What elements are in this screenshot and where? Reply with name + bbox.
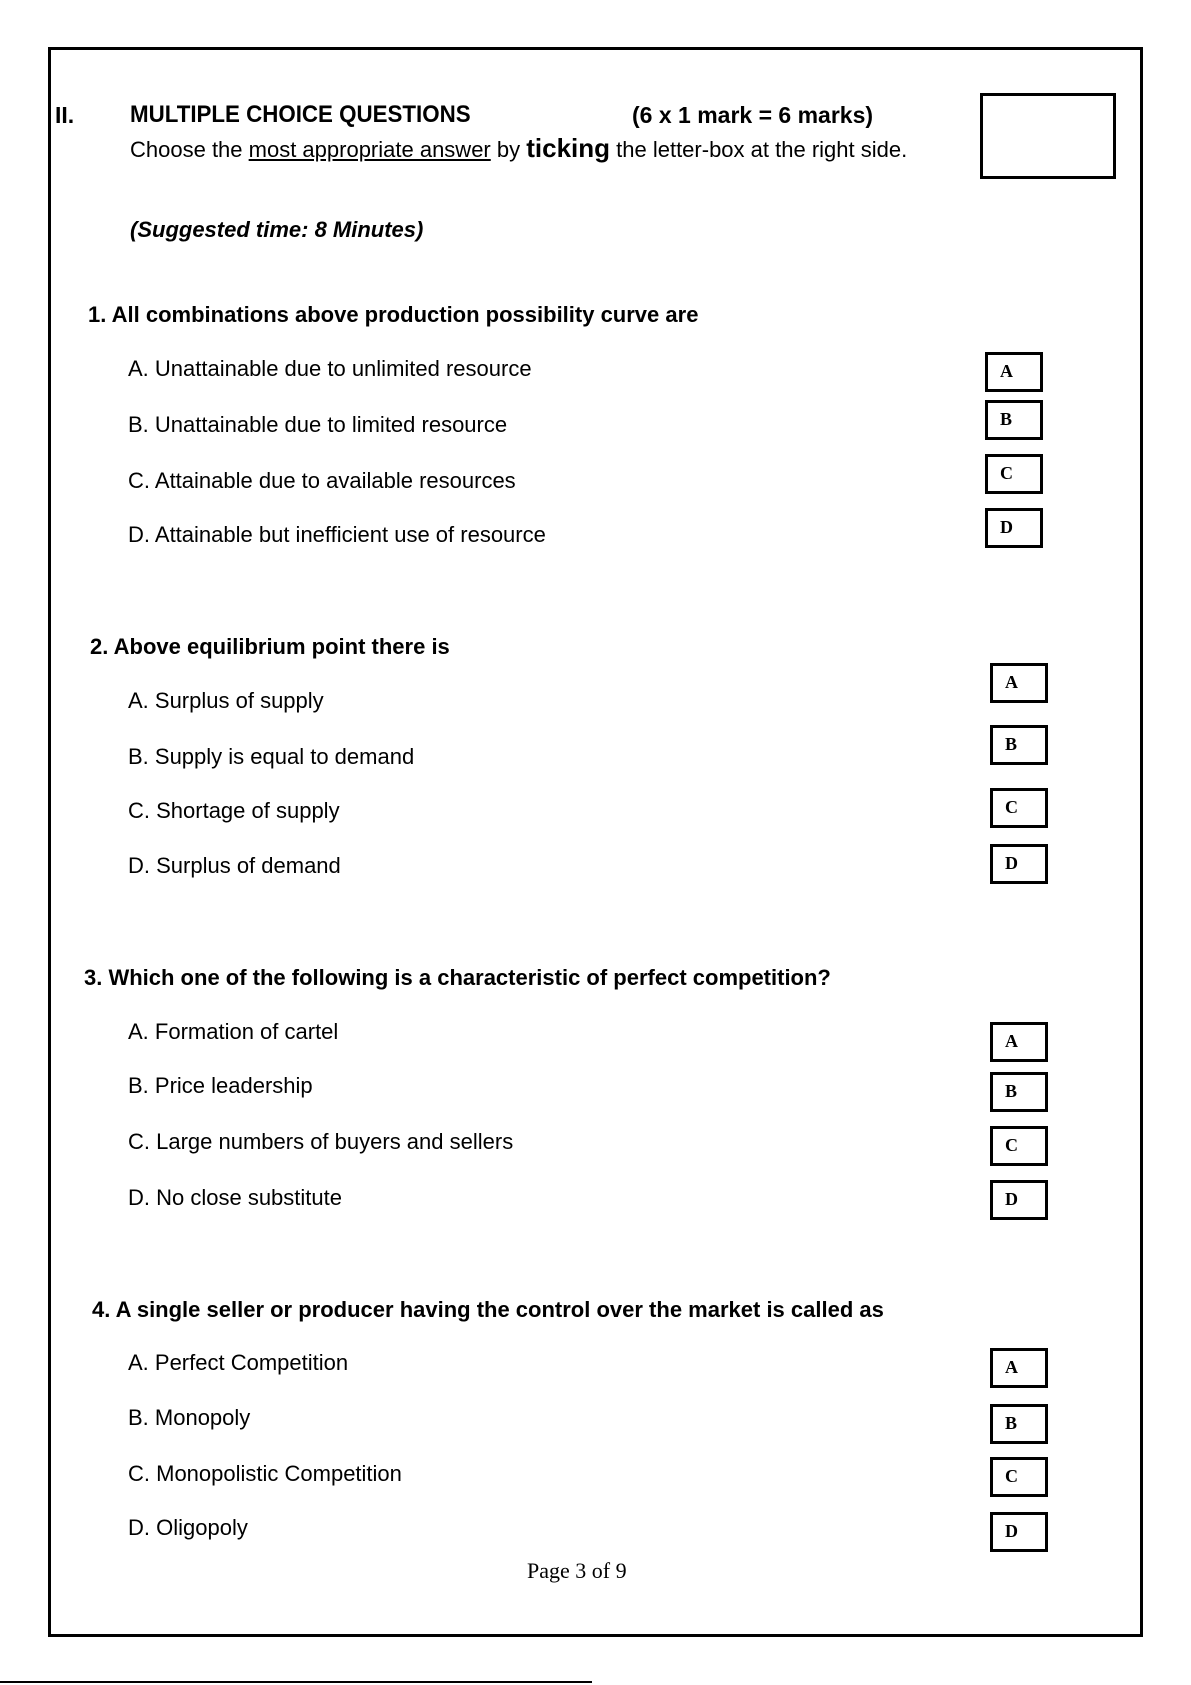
q2-option-c: C. Shortage of supply bbox=[128, 798, 340, 823]
q2-box-a[interactable]: A bbox=[990, 663, 1048, 703]
page-number: Page 3 of 9 bbox=[527, 1558, 627, 1583]
q3-option-d: D. No close substitute bbox=[128, 1185, 342, 1210]
section-marks: (6 x 1 mark = 6 marks) bbox=[632, 102, 874, 128]
question-1: 1. All combinations above production possibility curve are bbox=[88, 302, 699, 327]
q3-box-c[interactable]: C bbox=[990, 1126, 1048, 1166]
q1-box-d[interactable]: D bbox=[985, 508, 1043, 548]
q2-box-d[interactable]: D bbox=[990, 844, 1048, 884]
q2-option-d: D. Surplus of demand bbox=[128, 853, 341, 878]
q1-option-c: C. Attainable due to available resources bbox=[128, 468, 516, 493]
suggested-time: (Suggested time: 8 Minutes) bbox=[130, 217, 424, 242]
section-number: II. bbox=[55, 102, 75, 128]
question-3: 3. Which one of the following is a characteristic of perfect competition? bbox=[84, 965, 831, 990]
q2-option-b: B. Supply is equal to demand bbox=[128, 744, 415, 769]
q1-box-b[interactable]: B bbox=[985, 400, 1043, 440]
q4-box-d[interactable]: D bbox=[990, 1512, 1048, 1552]
q3-box-a[interactable]: A bbox=[990, 1022, 1048, 1062]
q4-box-c[interactable]: C bbox=[990, 1457, 1048, 1497]
q1-box-a[interactable]: A bbox=[985, 352, 1043, 392]
score-box bbox=[980, 93, 1116, 179]
q4-option-b: B. Monopoly bbox=[128, 1405, 251, 1430]
bottom-rule bbox=[0, 1681, 592, 1683]
q3-option-a: A. Formation of cartel bbox=[128, 1019, 339, 1044]
q1-option-a: A. Unattainable due to unlimited resource bbox=[128, 356, 532, 381]
question-2: 2. Above equilibrium point there is bbox=[90, 634, 450, 659]
page-frame bbox=[48, 47, 1143, 1637]
q1-option-b: B. Unattainable due to limited resource bbox=[128, 412, 508, 437]
q2-option-a: A. Surplus of supply bbox=[128, 688, 324, 713]
q1-box-c[interactable]: C bbox=[985, 454, 1043, 494]
q4-option-a: A. Perfect Competition bbox=[128, 1350, 349, 1375]
instructions: Choose the most appropriate answer by ticking the letter-box at the right side. bbox=[130, 133, 908, 163]
section-title: MULTIPLE CHOICE QUESTIONS bbox=[130, 101, 471, 128]
q4-option-d: D. Oligopoly bbox=[128, 1515, 248, 1540]
q4-option-c: C. Monopolistic Competition bbox=[128, 1461, 402, 1486]
q4-box-b[interactable]: B bbox=[990, 1404, 1048, 1444]
q3-box-d[interactable]: D bbox=[990, 1180, 1048, 1220]
question-4: 4. A single seller or producer having the control over the market is called as bbox=[92, 1297, 884, 1322]
q2-box-c[interactable]: C bbox=[990, 788, 1048, 828]
q4-box-a[interactable]: A bbox=[990, 1348, 1048, 1388]
q2-box-b[interactable]: B bbox=[990, 725, 1048, 765]
q1-option-d: D. Attainable but inefficient use of resource bbox=[128, 522, 546, 547]
q3-option-c: C. Large numbers of buyers and sellers bbox=[128, 1129, 514, 1154]
q3-option-b: B. Price leadership bbox=[128, 1073, 313, 1098]
q3-box-b[interactable]: B bbox=[990, 1072, 1048, 1112]
